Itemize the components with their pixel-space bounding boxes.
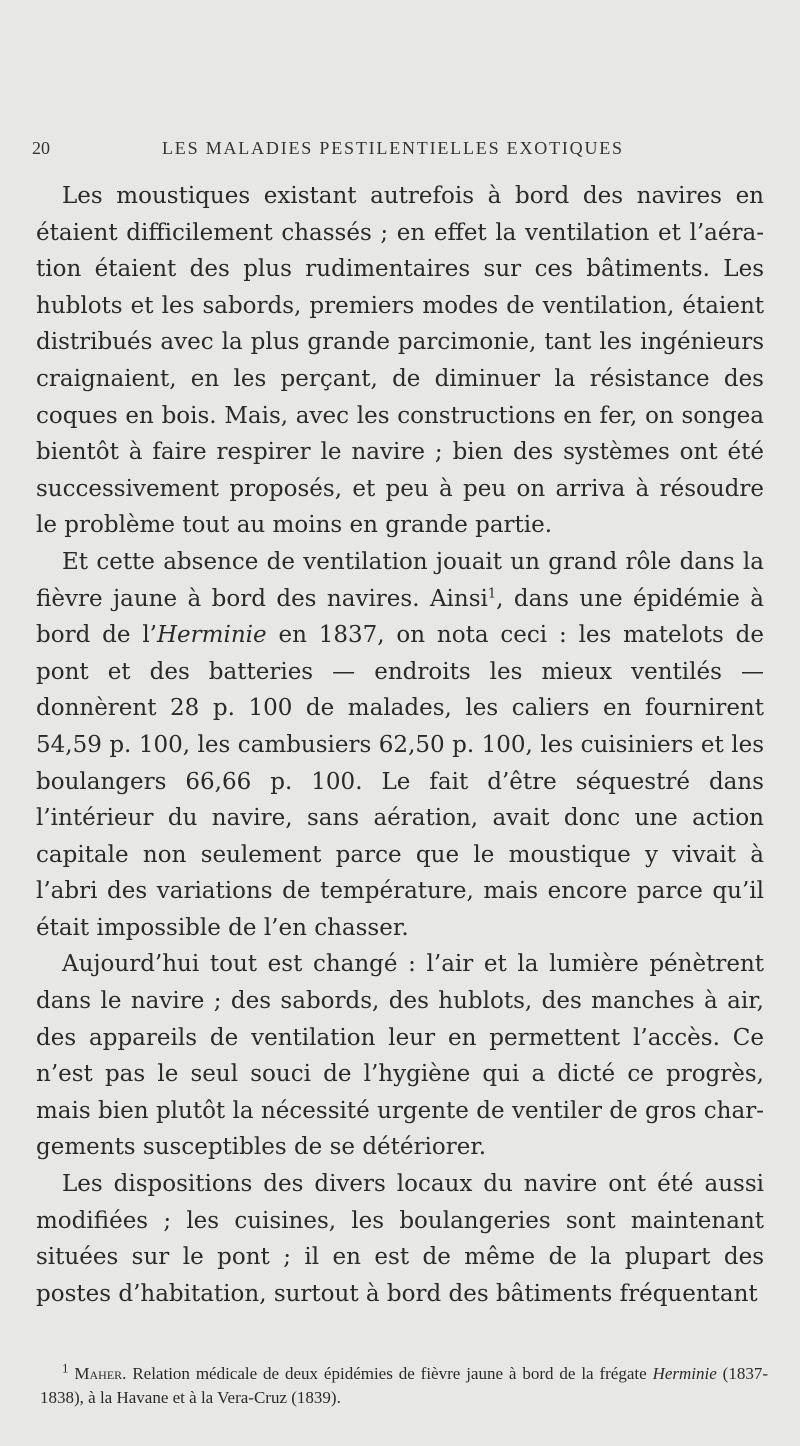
- paragraph-layout-changes: [36, 1166, 764, 1312]
- footnotes: [40, 1362, 768, 1410]
- running-title: LES MALADIES PESTILENTIELLES EXOTIQUES: [162, 138, 624, 158]
- paragraph-ventilation-history: [36, 178, 764, 544]
- body-text: [36, 178, 764, 1312]
- paragraph-today: [36, 946, 764, 1166]
- paragraph-text: Les moustiques existant autrefois à bord des navires en étaient difficilement chassés ; en effet la ventilation et l’aération étaient des plus rudimentaires sur ces bâtiments. Les hublots et les sabords, premiers modes de ventilation, étaient distribués avec la plus grande parcimonie, tant les ingénieurs craignaient, en les perçant, de diminuer la résistance des coques en bois. Mais, avec les constructions en fer, on songea bientôt à faire respirer le navire ; bien des systèmes ont été successivement proposés, et peu à peu on arriva à résoudre le problème tout au moins en grande partie.: [36, 183, 764, 539]
- paragraph-text: Et cette absence de ventilation jouait un grand rôle dans la fièvre jaune à bord des navires. Ainsi: [36, 548, 764, 612]
- paragraph-text: , dans une épidémie à bord de l’: [36, 585, 765, 649]
- footnote-ship-name: Herminie: [652, 1364, 717, 1383]
- paragraph-text: en 1837, on nota ceci : les matelots de pont et des batteries — endroits les mieux ventilés — donnèrent 28 p. 100 de malades, les caliers en fournirent 54,59 p. 100, les cambusiers 62,50 p. 100, les cuisiniers et les boulangers 66,66 p. 100. Le fait d’être séquestré dans l’intérieur du navire, sans aération, avait donc une action capitale non seulement parce que le moustique y vivait à l’abri des variations de température, mais encore parce qu’il était impossible de l’en chasser.: [36, 622, 764, 941]
- footnote-author: Maher.: [74, 1364, 127, 1383]
- paragraph-yellow-fever: [36, 544, 764, 947]
- paragraph-text: Les dispositions des divers locaux du navire ont été aussi modifiées ; les cuisines, les boulangeries sont maintenant situées sur le pont ; il en est de même de la plupart des postes d’habitation, surtout à bord des bâtiments fréquentant: [36, 1171, 764, 1307]
- ship-name: Herminie: [157, 622, 267, 649]
- paragraph-text: Aujourd’hui tout est changé : l’air et la lumière pénètrent dans le navire ; des sabords, des hublots, des manches à air, des appareils de ventilation leur en permettent l’accès. Ce n’est pas le seul souci de l’hygiène qui a dicté ce progrès, mais bien plutôt la nécessité urgente de ventiler de gros chargements susceptibles de se détériorer.: [36, 951, 764, 1161]
- footnote-reference: 1: [487, 585, 497, 601]
- footnote-text: Relation médicale de deux épidémies de fièvre jaune à bord de la frégate: [126, 1364, 653, 1383]
- footnote-marker: 1: [62, 1360, 69, 1376]
- page-number: 20: [32, 138, 50, 158]
- footnote-text: (1837-1838), à la Havane et à la Vera-Cruz (1839).: [40, 1364, 768, 1407]
- footnote: [40, 1362, 768, 1410]
